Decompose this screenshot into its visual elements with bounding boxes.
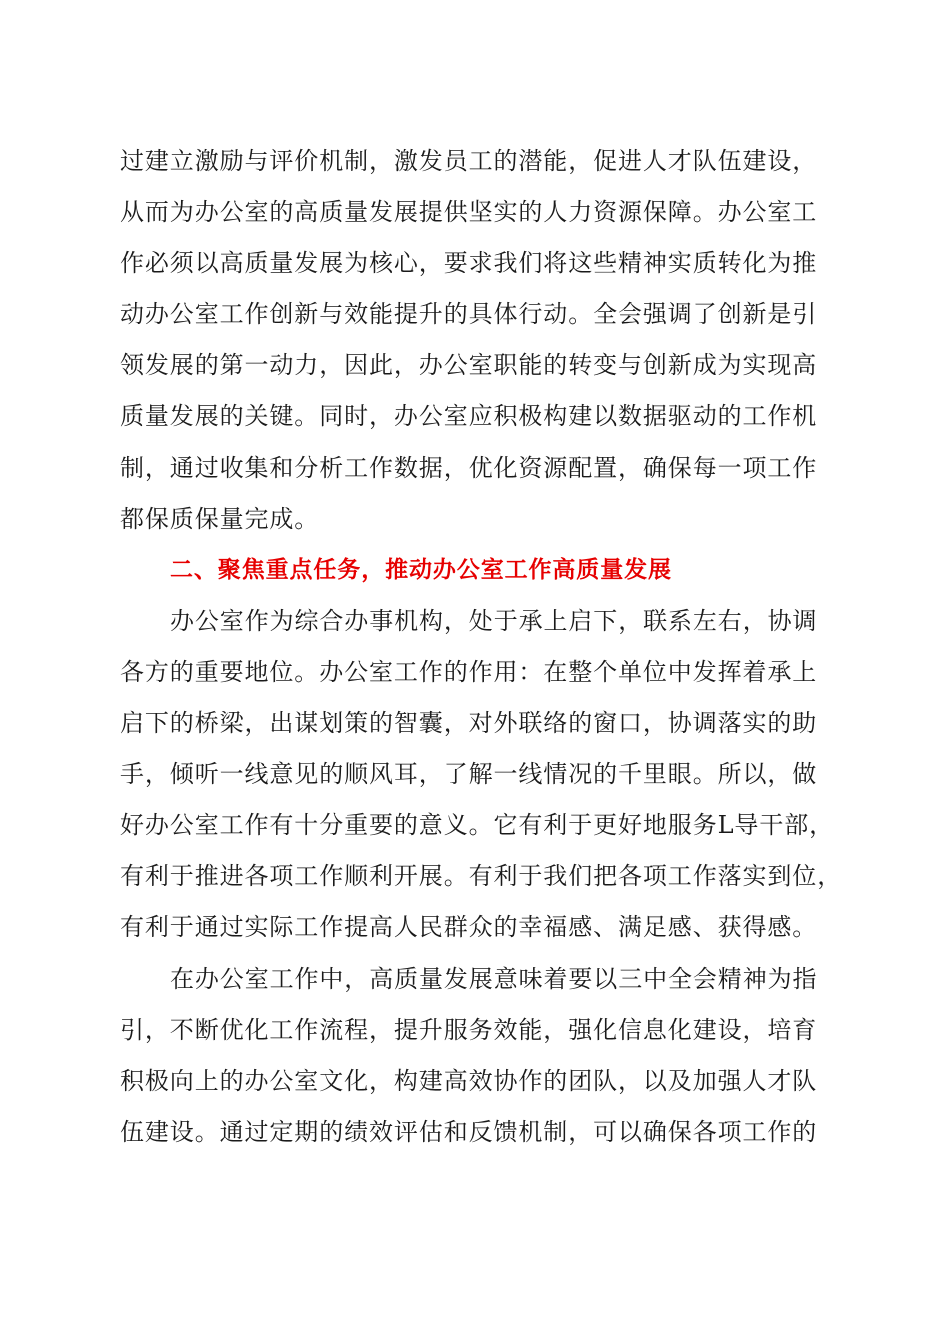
text-line: 各方的重要地位。办公室工作的作用：在整个单位中发挥着承上: [120, 657, 818, 686]
section-heading: 二、聚焦重点任务，推动办公室工作高质量发展: [170, 556, 672, 583]
text-line: 领发展的第一动力，因此，办公室职能的转变与创新成为实现高: [120, 351, 818, 380]
text-line: 伍建设。通过定期的绩效评估和反馈机制，可以确保各项工作的: [120, 1117, 818, 1146]
text-line: 都保质保量完成。: [120, 504, 320, 533]
text-line: 引，不断优化工作流程，提升服务效能，强化信息化建设，培育: [120, 1015, 818, 1044]
text-line: 从而为办公室的高质量发展提供坚实的人力资源保障。办公室工: [120, 198, 818, 227]
text-line: 有利于通过实际工作提高人民群众的幸福感、满足感、获得感。: [120, 913, 818, 942]
paragraph-1: [120, 136, 830, 545]
paragraph-2: [120, 596, 843, 954]
document-body: [120, 136, 843, 1158]
text-line: 在办公室工作中，高质量发展意味着要以三中全会精神为指: [170, 964, 818, 993]
text-line: 好办公室工作有十分重要的意义。它有利于更好地服务L导干部，: [120, 811, 835, 840]
text-line: 手，倾听一线意见的顺风耳，了解一线情况的千里眼。所以，做: [120, 760, 818, 789]
text-line: 动办公室工作创新与效能提升的具体行动。全会强调了创新是引: [120, 300, 818, 329]
text-line: 积极向上的办公室文化，构建高效协作的团队，以及加强人才队: [120, 1066, 818, 1095]
text-line: 启下的桥梁，出谋划策的智囊，对外联络的窗口，协调落实的助: [120, 709, 818, 738]
text-line: 办公室作为综合办事机构，处于承上启下，联系左右，协调: [170, 606, 818, 635]
text-line: 有利于推进各项工作顺利开展。有利于我们把各项工作落实到位，: [120, 862, 843, 891]
paragraph-3: [120, 954, 830, 1158]
text-line: 过建立激励与评价机制，激发员工的潜能，促进人才队伍建设，: [120, 147, 818, 175]
text-line: 作必须以高质量发展为核心，要求我们将这些精神实质转化为推: [120, 249, 818, 278]
text-line: 制，通过收集和分析工作数据，优化资源配置，确保每一项工作: [120, 453, 818, 482]
text-line: 质量发展的关键。同时，办公室应积极构建以数据驱动的工作机: [120, 402, 818, 431]
